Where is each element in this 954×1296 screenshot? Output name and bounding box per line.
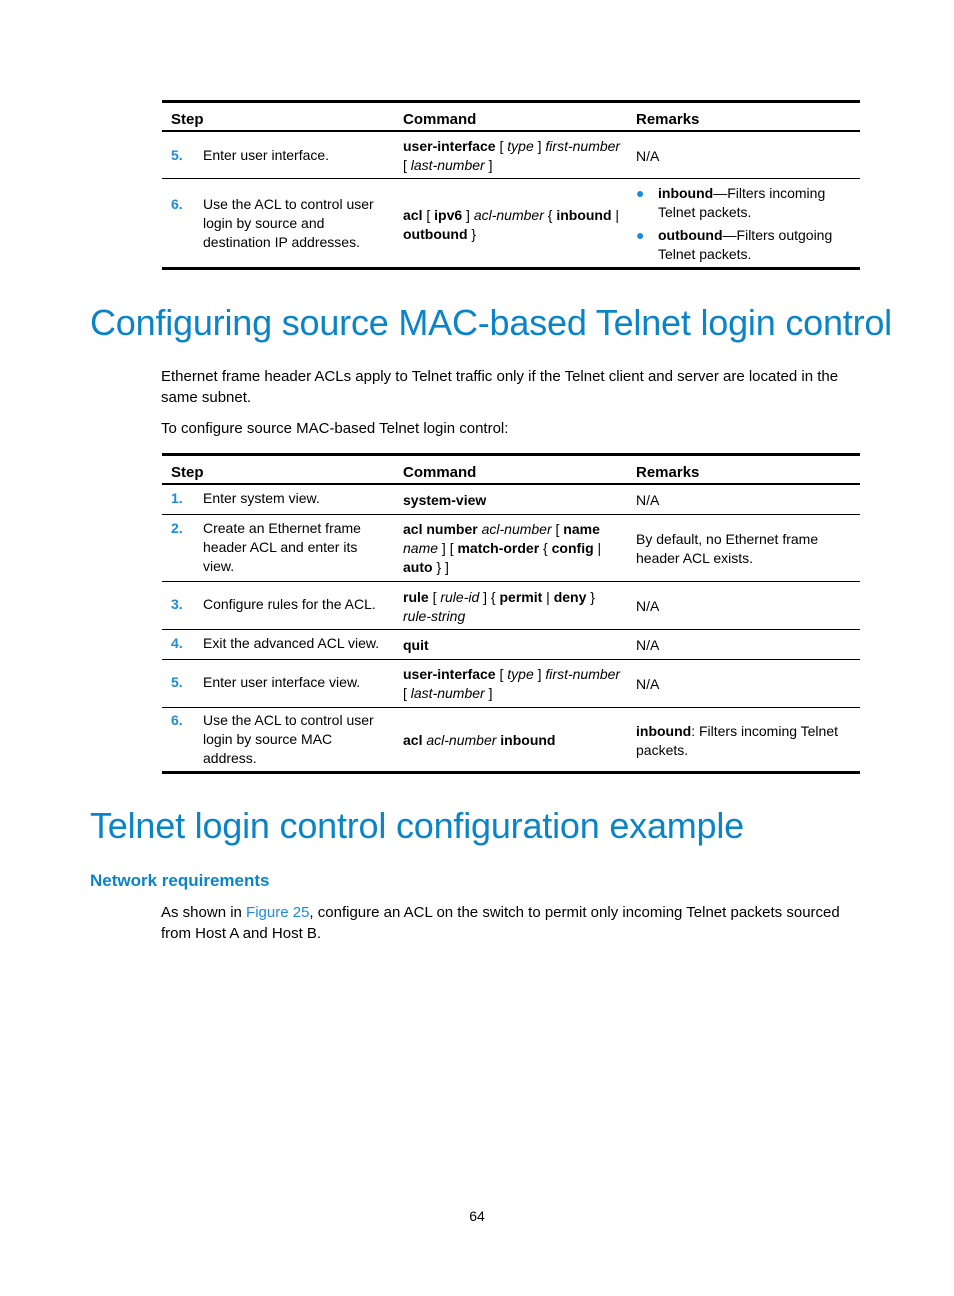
desc-line: login by source MAC — [203, 731, 333, 747]
step-number: 6. — [171, 712, 183, 728]
command-syntax: acl acl-number inbound — [403, 732, 556, 748]
bullet-icon: ● — [636, 227, 645, 243]
remark — [636, 530, 858, 568]
page-number: 64 — [469, 1208, 485, 1224]
table-bottom-rule — [162, 771, 860, 774]
step-number: 5. — [171, 674, 183, 690]
remark-line: header ACL exists. — [636, 550, 753, 566]
procedure-intro: To configure source MAC-based Telnet login control: — [161, 420, 509, 437]
step-description — [203, 519, 393, 576]
remark-item: ● inbound—Filters incoming Telnet packets. — [636, 185, 826, 220]
para-line: same subnet. — [161, 389, 252, 406]
desc-line: login by source and — [203, 215, 325, 231]
step-number: 5. — [171, 147, 183, 163]
intro-paragraph — [161, 366, 864, 408]
desc-line: Use the ACL to control user — [203, 196, 374, 212]
remark-item: ● outbound—Filters outgoing Telnet packets. — [636, 227, 833, 262]
acl-table-mac — [162, 453, 860, 775]
row-divider — [162, 659, 860, 660]
step-description: Configure rules for the ACL. — [203, 596, 376, 612]
col-header-remarks: Remarks — [636, 111, 700, 128]
para-line: from Host A and Host B. — [161, 925, 322, 942]
table-top-rule — [162, 100, 860, 103]
subsection-title: Network requirements — [90, 871, 270, 890]
desc-line: header ACL and enter its — [203, 539, 358, 555]
figure-link[interactable]: Figure 25 — [246, 904, 310, 921]
row-divider — [162, 514, 860, 515]
section-title: Configuring source MAC-based Telnet login control — [90, 302, 892, 343]
step-number: 6. — [171, 196, 183, 212]
row-divider — [162, 581, 860, 582]
step-number: 2. — [171, 520, 183, 536]
col-header-command: Command — [403, 464, 477, 481]
desc-line: Use the ACL to control user — [203, 712, 374, 728]
step-description — [203, 711, 393, 768]
col-header-command: Command — [403, 111, 477, 128]
step-description: Enter user interface. — [203, 147, 330, 163]
desc-line: address. — [203, 750, 257, 766]
command-syntax: acl [ ipv6 ] acl-number { inbound | outbound } — [403, 207, 620, 242]
header-rule — [162, 130, 860, 132]
remark: N/A — [636, 492, 660, 508]
header-rule — [162, 483, 860, 485]
table-top-rule — [162, 453, 860, 456]
desc-line: Create an Ethernet frame — [203, 520, 361, 536]
step-description: Enter system view. — [203, 490, 320, 506]
step-description: Exit the advanced ACL view. — [203, 635, 380, 651]
remark: inbound: Filters incoming Telnet packets. — [636, 723, 839, 758]
col-header-step: Step — [171, 464, 204, 481]
row-divider — [162, 178, 860, 179]
step-description — [203, 195, 393, 252]
para-line: Ethernet frame header ACLs apply to Telnet traffic only if the Telnet client and server are located in the — [161, 368, 839, 385]
table-bottom-rule — [162, 267, 860, 270]
step-number: 4. — [171, 635, 183, 651]
col-header-remarks: Remarks — [636, 464, 700, 481]
remark-line: By default, no Ethernet frame — [636, 531, 819, 547]
remark: N/A — [636, 598, 660, 614]
command-syntax: system-view — [403, 492, 487, 508]
desc-line: destination IP addresses. — [203, 234, 360, 250]
section-title: Telnet login control configuration example — [90, 805, 744, 846]
command-syntax: acl number acl-number [ name name ] [ match-order { config | auto } ] — [403, 521, 602, 575]
remark: N/A — [636, 676, 660, 692]
remark-list — [636, 184, 858, 264]
acl-table-ip — [162, 100, 860, 271]
row-divider — [162, 629, 860, 630]
command-syntax: user-interface [ type ] first-number [ last-number ] — [403, 666, 621, 701]
row-divider — [162, 707, 860, 708]
para-line: As shown in Figure 25, configure an ACL on the switch to permit only incoming Telnet packets sourced — [161, 904, 840, 921]
remark: N/A — [636, 148, 660, 164]
step-number: 1. — [171, 490, 183, 506]
command-syntax: rule [ rule-id ] { permit | deny } rule-string — [403, 589, 595, 624]
command-syntax: user-interface [ type ] first-number [ last-number ] — [403, 138, 621, 173]
desc-line: view. — [203, 558, 235, 574]
requirements-paragraph — [161, 902, 864, 944]
col-header-step: Step — [171, 111, 204, 128]
step-description: Enter user interface view. — [203, 674, 361, 690]
bullet-icon: ● — [636, 185, 645, 201]
command-syntax: quit — [403, 637, 429, 653]
step-number: 3. — [171, 596, 183, 612]
remark: N/A — [636, 637, 660, 653]
